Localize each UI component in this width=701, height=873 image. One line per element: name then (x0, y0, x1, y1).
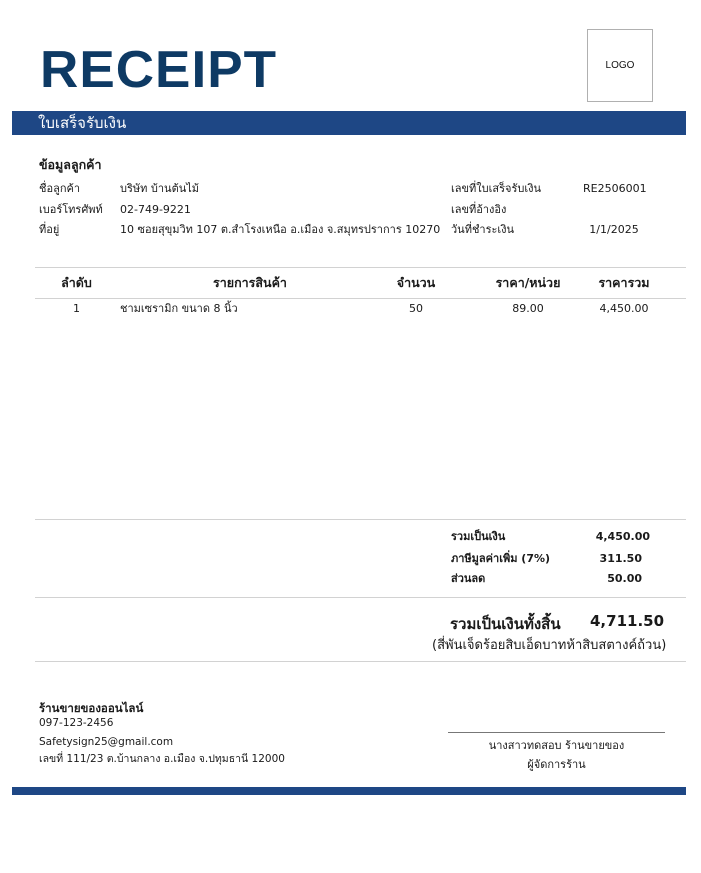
payment-date-label: วันที่ชำระเงิน (451, 223, 515, 236)
row-qty: 50 (409, 302, 423, 315)
column-header-no: ลำดับ (61, 275, 92, 290)
customer-phone-label: เบอร์โทรศัพท์ (39, 203, 103, 216)
customer-section-title: ข้อมูลลูกค้า (39, 157, 102, 172)
summary-divider (35, 597, 686, 598)
footer-band (12, 787, 686, 795)
receipt-number-value: RE2506001 (583, 182, 647, 195)
customer-address-value: 10 ซอยสุขุมวิท 107 ต.สำโรงเหนือ อ.เมือง จ.สมุทรปราการ 10270 (120, 223, 441, 236)
column-header-item: รายการสินค้า (213, 275, 287, 290)
column-header-qty: จำนวน (396, 275, 436, 290)
table-bottom-divider (35, 519, 686, 520)
subtotal-value: 4,450.00 (595, 530, 650, 543)
customer-name-value: บริษัท บ้านต้นไม้ (120, 182, 200, 195)
shop-name: ร้านขายของออนไลน์ (39, 701, 144, 715)
discount-label: ส่วนลด (451, 572, 486, 585)
grand-total-value: 4,711.50 (590, 612, 665, 630)
reference-number-label: เลขที่อ้างอิง (451, 203, 507, 216)
subtotal-label: รวมเป็นเงิน (451, 530, 506, 543)
customer-name-label: ชื่อลูกค้า (39, 182, 81, 195)
logo-text: LOGO (605, 60, 635, 71)
grand-total-label: รวมเป็นเงินทั้งสิ้น (450, 615, 561, 633)
table-header-divider (35, 298, 686, 299)
total-divider (35, 661, 686, 662)
row-item: ชามเซรามิก ขนาด 8 นิ้ว (120, 302, 238, 315)
row-unit-price: 89.00 (512, 302, 544, 315)
receipt-title: RECEIPT (40, 41, 278, 99)
vat-value: 311.50 (599, 552, 642, 565)
column-header-total: ราคารวม (598, 275, 650, 290)
receipt-subtitle: ใบเสร็จรับเงิน (38, 114, 127, 132)
customer-address-label: ที่อยู่ (39, 223, 60, 236)
signer-role: ผู้จัดการร้าน (527, 758, 586, 771)
row-no: 1 (73, 302, 80, 315)
logo-placeholder (587, 29, 653, 102)
payment-date-value: 1/1/2025 (589, 223, 639, 236)
receipt-number-label: เลขที่ใบเสร็จรับเงิน (451, 182, 541, 195)
signer-name: นางสาวทดสอบ ร้านขายของ (488, 739, 625, 752)
row-total: 4,450.00 (599, 302, 649, 315)
shop-address: เลขที่ 111/23 ต.บ้านกลาง อ.เมือง จ.ปทุมธานี 12000 (39, 753, 285, 765)
shop-email: Safetysign25@gmail.com (39, 736, 174, 748)
table-top-divider (35, 267, 686, 268)
column-header-unit-price: ราคา/หน่วย (495, 275, 561, 290)
discount-value: 50.00 (607, 572, 642, 585)
vat-label: ภาษีมูลค่าเพิ่ม (7%) (451, 552, 551, 565)
shop-phone: 097-123-2456 (39, 717, 114, 729)
signature-line (448, 732, 665, 733)
amount-in-words: (สี่พันเจ็ดร้อยสิบเอ็ดบาทห้าสิบสตางค์ถ้วน) (432, 638, 667, 653)
customer-phone-value: 02-749-9221 (120, 203, 191, 216)
